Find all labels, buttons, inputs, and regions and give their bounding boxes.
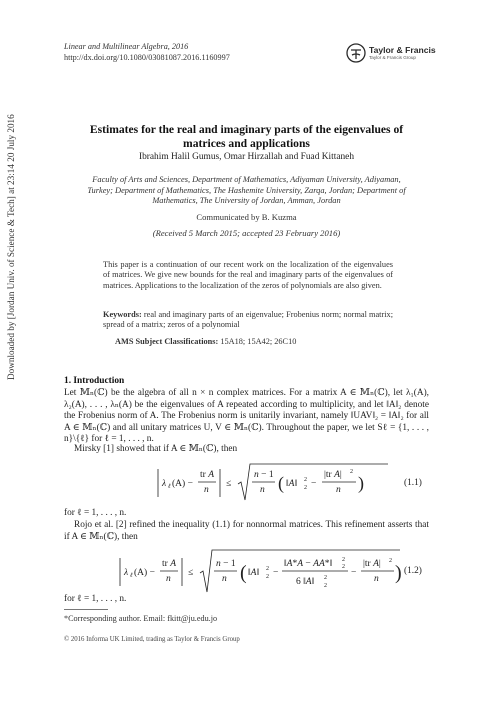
- ams-classification: [115, 337, 405, 346]
- svg-text:−: −: [311, 479, 317, 489]
- footnote-rule: [64, 609, 108, 610]
- svg-text:−: −: [351, 568, 357, 578]
- intro-paragraph-1: Let 𝕄ₙ(ℂ) be the algebra of all n × n complex matrices. For a matrix A ∈ 𝕄ₙ(ℂ), let λ₁(A), λ₂(A), . . . , λₙ(A) be the eigenvalues of A repeated according to multiplicity, and let ‖A‖₂ denote the Frobenius norm of A. The Frobenius norm is unitarily invariant, namely ‖UAV‖₂ = ‖A‖₂ for all A ∈ 𝕄ₙ(ℂ) and all unitary matrices U, V ∈ 𝕄ₙ(ℂ). Throughout the paper, we let Sℓ = {1, . . . , n}\{ℓ} for ℓ = 1, . . . , n.: [64, 388, 429, 444]
- svg-text:2: 2: [342, 557, 345, 563]
- publisher-name: Taylor & Francis: [369, 45, 436, 55]
- keywords-block: [103, 310, 393, 331]
- svg-text:2: 2: [389, 558, 392, 564]
- intro-paragraph-2: Mirsky [1] showed that if A ∈ 𝕄ₙ(ℂ), then: [74, 444, 238, 454]
- svg-text:n − 1: n − 1: [254, 470, 274, 480]
- svg-text:n: n: [260, 485, 265, 495]
- abstract: This paper is a continuation of our recent work on the localization of the eigenvalues of matrices. We give new bounds for the real and imaginary parts of the eigenvalues of matrices. Applications to the localization of the zeros of polynomials are also given.: [103, 260, 393, 290]
- affil-line-1: Faculty of Arts and Sciences, Department of Mathematics, Adiyaman University, Adiyaman,: [92, 175, 401, 184]
- svg-text:n: n: [204, 485, 209, 495]
- svg-text:≤: ≤: [188, 568, 194, 578]
- title-line-2: matrices and applications: [183, 137, 310, 150]
- svg-text:n: n: [166, 574, 171, 584]
- svg-text:‖A‖: ‖A‖: [248, 568, 260, 578]
- publisher-group: Taylor & Francis Group: [369, 55, 416, 60]
- affil-line-3: Mathematics, The University of Jordan, Amman, Jordan: [152, 196, 341, 205]
- equation-1-1: [150, 460, 390, 506]
- svg-text:(A) −: (A) −: [134, 568, 155, 578]
- svg-text:n − 1: n − 1: [216, 559, 236, 569]
- equation-1-2: [112, 546, 402, 598]
- article-title: [70, 123, 423, 151]
- for-ell-line-1: for ℓ = 1, . . . , n.: [64, 508, 127, 518]
- svg-text:n: n: [336, 485, 341, 495]
- svg-text:‖A*A − AA*‖: ‖A*A − AA*‖: [284, 559, 333, 569]
- equation-1-1-label: (1.1): [404, 478, 422, 488]
- keywords-text: real and imaginary parts of an eigenvalue; Frobenius norm; normal matrix; spread of a matrix; zeros of a polynomial: [103, 310, 393, 330]
- keywords-label: Keywords:: [103, 310, 142, 319]
- svg-text:2: 2: [324, 575, 327, 581]
- journal-header: [64, 41, 230, 63]
- svg-text:): ): [395, 562, 402, 584]
- svg-text:2: 2: [266, 574, 269, 580]
- svg-text:tr A: tr A: [162, 559, 176, 569]
- svg-text:|tr A|: |tr A|: [324, 470, 342, 480]
- author-list: Ibrahim Halil Gumus, Omar Hirzallah and Fuad Kittaneh: [138, 152, 355, 162]
- svg-text:n: n: [374, 574, 379, 584]
- svg-text:2: 2: [324, 583, 327, 589]
- equation-1-2-label: (1.2): [404, 566, 422, 576]
- svg-text:2: 2: [350, 469, 353, 475]
- doi-link[interactable]: http://dx.doi.org/10.1080/03081087.2016.1160997: [64, 53, 230, 62]
- svg-text:|tr A|: |tr A|: [363, 559, 381, 569]
- footnote-corresponding: *Corresponding author. Email: fkitt@ju.edu.jo: [64, 614, 218, 623]
- intro-paragraph-3: Rojo et al. [2] refined the inequality (1.1) for nonnormal matrices. This refinement asserts that if A ∈ 𝕄ₙ(ℂ), then: [64, 520, 429, 542]
- svg-text:2: 2: [304, 477, 307, 483]
- svg-text:2: 2: [304, 485, 307, 491]
- download-watermark: Downloaded by [Jordan Univ. of Science & Tech] at 23:14 20 July 2016: [6, 114, 16, 380]
- svg-text:): ): [358, 473, 364, 493]
- svg-text:‖A‖: ‖A‖: [286, 479, 298, 489]
- svg-text:ℓ: ℓ: [130, 572, 133, 579]
- taylor-francis-logo-icon: [346, 42, 366, 64]
- svg-text:(: (: [240, 562, 247, 584]
- affil-line-2: Turkey; Department of Mathematics, The Hashemite University, Zarqa, Jordan; Department of: [87, 185, 406, 195]
- svg-text:ℓ: ℓ: [168, 483, 171, 490]
- received-dates: (Received 5 March 2015; accepted 23 February 2016): [152, 228, 341, 238]
- svg-text:≤: ≤: [226, 479, 232, 489]
- affiliations: [64, 175, 429, 207]
- ams-label: AMS Subject Classifications:: [115, 337, 219, 346]
- svg-text:tr A: tr A: [200, 470, 214, 480]
- publisher-logo: [346, 40, 450, 66]
- svg-text:(A) −: (A) −: [172, 479, 193, 489]
- section-heading: 1. Introduction: [64, 376, 125, 386]
- journal-name: Linear and Multilinear Algebra, 2016: [64, 42, 189, 51]
- ams-codes: 15A18; 15A42; 26C10: [220, 337, 297, 346]
- for-ell-line-2: for ℓ = 1, . . . , n.: [64, 594, 127, 604]
- svg-text:6 ‖A‖: 6 ‖A‖: [296, 577, 315, 587]
- svg-text:−: −: [273, 568, 279, 578]
- svg-text:2: 2: [266, 566, 269, 572]
- svg-text:λ: λ: [124, 568, 129, 578]
- copyright-line: © 2016 Informa UK Limited, trading as Taylor & Francis Group: [64, 636, 240, 643]
- svg-text:λ: λ: [162, 479, 167, 489]
- communicated-by: Communicated by B. Kuzma: [196, 212, 297, 222]
- title-line-1: Estimates for the real and imaginary parts of the eigenvalues of: [89, 123, 404, 136]
- svg-text:2: 2: [342, 564, 345, 570]
- svg-text:n: n: [222, 574, 227, 584]
- svg-text:(: (: [278, 473, 284, 493]
